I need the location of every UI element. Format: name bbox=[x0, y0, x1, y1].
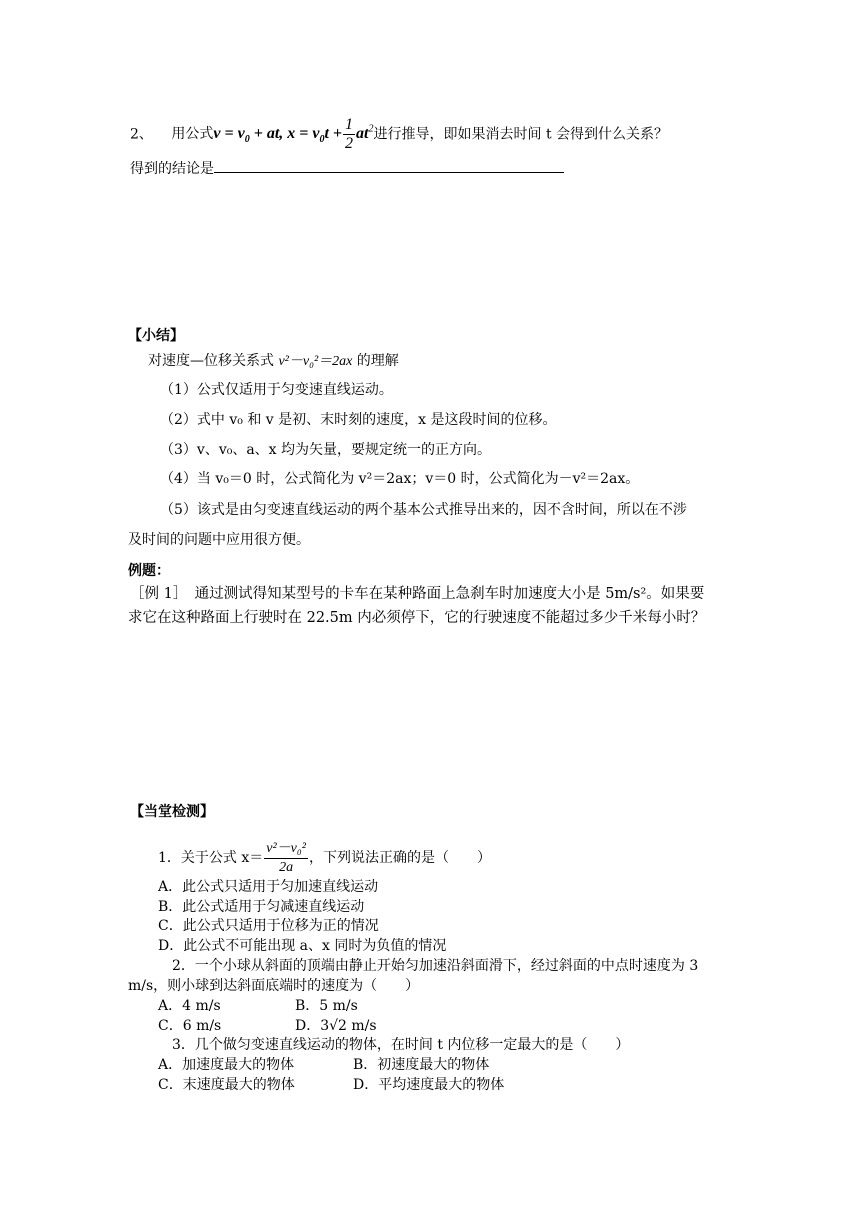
answer-blank[interactable] bbox=[214, 158, 564, 173]
summary-item: （4）当 v₀＝0 时，公式简化为 v²＝2ax；v＝0 时，公式简化为－v²＝2ax。 bbox=[160, 471, 640, 487]
check-option[interactable]: D．平均速度最大的物体 bbox=[353, 1077, 505, 1093]
check-option[interactable]: C．此公式只适用于位移为正的情况 bbox=[158, 918, 379, 934]
fraction-half: $\frac{1}{2}$ bbox=[345, 116, 354, 153]
check-question-1: 1．关于公式 x＝ $\frac{\text{v²－v₀²}}{2a}$ ，下列说法正确的是（ ） bbox=[158, 840, 491, 875]
check-option[interactable]: D．3√2 m/s bbox=[295, 1018, 377, 1034]
check-option[interactable]: D．此公式不可能出现 a、x 同时为负值的情况 bbox=[158, 938, 447, 954]
question-number: 2、 bbox=[130, 126, 153, 143]
question-text: 进行推导，即如果消去时间 t 会得到什么关系？ bbox=[373, 126, 669, 143]
formula-fraction: $\frac{\text{v²－v₀²}}{2a}$ bbox=[266, 840, 306, 875]
check-option[interactable]: A．4 m/s bbox=[158, 998, 221, 1014]
check-option[interactable]: A．加速度最大的物体 bbox=[158, 1057, 295, 1073]
example-1-line: ［例 1］ 通过测试得知某型号的卡车在某种路面上急刹车时加速度大小是 5m/s²。如果要 bbox=[130, 586, 705, 602]
check-option[interactable]: C．末速度最大的物体 bbox=[158, 1077, 295, 1093]
formula: $v = v_0$ + at, $x = v_0t$ + $\frac{1}{2}$ $at^2$ bbox=[213, 116, 374, 153]
summary-item: （3）v、v₀、a、x 均为矢量，要规定统一的正方向。 bbox=[160, 442, 492, 458]
summary-item: 及时间的问题中应用很方便。 bbox=[128, 532, 310, 548]
conclusion-label: 得到的结论是 bbox=[130, 161, 214, 177]
summary-item: （1）公式仅适用于匀变速直线运动。 bbox=[160, 382, 393, 398]
summary-intro: 对速度—位移关系式 v²－v₀²＝2ax 的理解 bbox=[148, 353, 399, 369]
check-option[interactable]: B．5 m/s bbox=[295, 998, 358, 1014]
question-lead: 用公式 bbox=[171, 126, 214, 143]
summary-item: （2）式中 v₀ 和 v 是初、末时刻的速度，x 是这段时间的位移。 bbox=[160, 412, 557, 428]
check-option[interactable]: B．初速度最大的物体 bbox=[353, 1057, 490, 1073]
example-1-line: 求它在这种路面上行驶时在 22.5m 内必须停下，它的行驶速度不能超过多少千米每小时？ bbox=[128, 610, 706, 626]
conclusion-line bbox=[130, 158, 564, 179]
summary-formula: v²－v₀²＝2ax bbox=[278, 354, 353, 369]
check-question-3: 3．几个做匀变速直线运动的物体，在时间 t 内位移一定最大的是（ ） bbox=[172, 1037, 630, 1053]
examples-heading: 例题： bbox=[128, 563, 170, 579]
check-option[interactable]: C．6 m/s bbox=[158, 1018, 222, 1034]
summary-heading: 【小结】 bbox=[128, 328, 184, 344]
summary-item: （5）该式是由匀变速直线运动的两个基本公式推导出来的，因不含时间，所以在不涉 bbox=[160, 502, 687, 518]
check-option[interactable]: A．此公式只适用于匀加速直线运动 bbox=[158, 879, 379, 895]
question-2 bbox=[130, 115, 668, 156]
check-question-2: 2．一个小球从斜面的顶端由静止开始匀加速沿斜面滑下，经过斜面的中点时速度为 3 bbox=[172, 958, 699, 974]
check-option[interactable]: B．此公式适用于匀减速直线运动 bbox=[158, 899, 365, 915]
check-heading: 【当堂检测】 bbox=[130, 804, 214, 820]
check-question-2: m/s，则小球到达斜面底端时的速度为（ ） bbox=[128, 978, 420, 994]
